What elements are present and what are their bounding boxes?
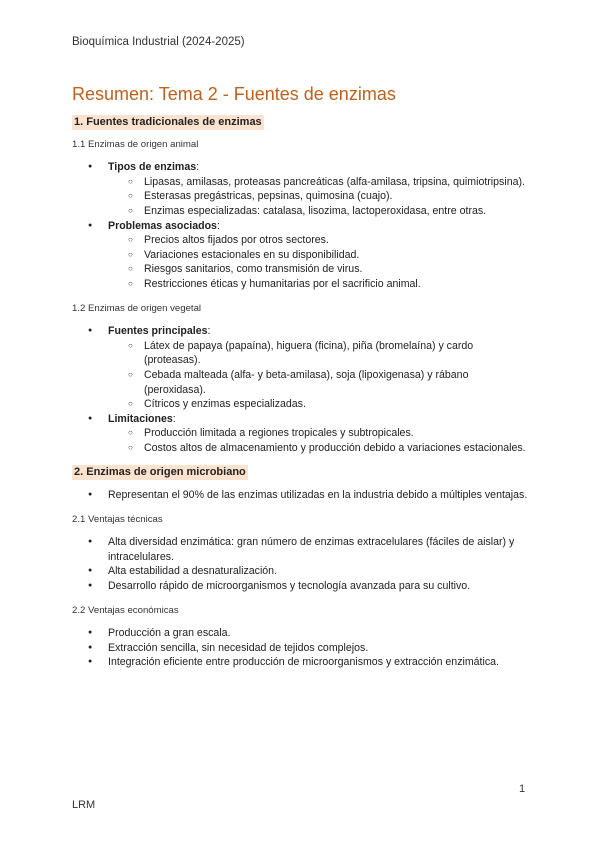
group-label: Fuentes principales xyxy=(108,325,208,338)
subsection-heading: 1.1 Enzimas de origen animal xyxy=(72,138,199,150)
list-item: ○ Cebada malteada (alfa- y beta-amilasa), soja (lipoxigenasa) y rábano (peroxidasa). xyxy=(72,368,532,397)
list-item: ○ Enzimas especializadas: catalasa, lisozima, lactoperoxidasa, entre otras. xyxy=(72,204,532,219)
list-item: ● Limitaciones: ○ Producción limitada a regiones tropicales y subtropicales. ○ Costos altos de almacenamiento y producción debido a variaciones estacionales. xyxy=(72,412,532,456)
page-footer: LRM xyxy=(72,799,96,811)
list-item: ● Extracción sencilla, sin necesidad de tejidos complejos. xyxy=(72,641,532,656)
list-item: ○ Esterasas pregástricas, pepsinas, quimosina (cuajo). xyxy=(72,189,532,204)
list-item: ● Desarrollo rápido de microorganismos y tecnología avanzada para su cultivo. xyxy=(72,579,532,594)
bullet-list xyxy=(72,324,532,455)
page-header: Bioquímica Industrial (2024-2025) xyxy=(72,36,245,48)
sub-bullet-list xyxy=(108,426,532,455)
list-item: ● Fuentes principales: ○ Látex de papaya (papaína), higuera (ficina), piña (bromelaína) y cardo (proteasas). ○ Cebada malteada (alfa- y beta-amilasa), soja (lipoxigenasa) y rábano (peroxidasa). ○ Cítricos y enzimas especializadas. xyxy=(72,324,532,412)
list-item: ○ Cítricos y enzimas especializadas. xyxy=(72,397,532,412)
bullet-list xyxy=(72,488,532,503)
list-item: ● Integración eficiente entre producción de microorganismos y extracción enzimática. xyxy=(72,655,532,670)
list-item: ● Problemas asociados: ○ Precios altos fijados por otros sectores. ○ Variaciones estacionales en su disponibilidad. ○ Riesgos sanitarios, como transmisión de virus. ○ Restricciones éticas y humanitarias por el sacrificio animal. xyxy=(72,219,532,292)
bullet-list xyxy=(72,535,532,593)
bullet-list xyxy=(72,160,532,291)
list-item: ○ Precios altos fijados por otros sectores. xyxy=(72,233,532,248)
subsection-heading: 1.2 Enzimas de origen vegetal xyxy=(72,302,202,314)
section-heading: 2. Enzimas de origen microbiano xyxy=(74,466,246,479)
section-heading: 1. Fuentes tradicionales de enzimas xyxy=(74,116,262,128)
group-label: Problemas asociados xyxy=(108,219,217,232)
subsection-heading: 2.1 Ventajas técnicas xyxy=(72,513,163,525)
group-label: Limitaciones xyxy=(108,412,173,425)
sub-bullet-list xyxy=(108,339,532,412)
list-item: ○ Restricciones éticas y humanitarias por el sacrificio animal. xyxy=(72,277,532,292)
document-title: Resumen: Tema 2 - Fuentes de enzimas xyxy=(72,84,396,104)
list-item: ● Producción a gran escala. xyxy=(72,626,532,641)
document-body xyxy=(72,115,532,670)
list-item: ○ Lipasas, amilasas, proteasas pancreáticas (alfa-amilasa, tripsina, quimiotripsina). xyxy=(72,175,532,190)
list-item: ○ Látex de papaya (papaína), higuera (ficina), piña (bromelaína) y cardo (proteasas). xyxy=(72,339,532,368)
sub-bullet-list xyxy=(108,233,532,291)
subsection-heading: 2.2 Ventajas económicas xyxy=(72,604,179,616)
group-label: Tipos de enzimas xyxy=(108,161,197,174)
sub-bullet-list xyxy=(108,175,532,219)
list-item: ● Representan el 90% de las enzimas utilizadas en la industria debido a múltiples ventajas. xyxy=(72,488,532,503)
list-item: ● Alta diversidad enzimática: gran número de enzimas extracelulares (fáciles de aislar) y intracelulares. xyxy=(72,535,532,564)
bullet-list xyxy=(72,626,532,670)
list-item: ○ Producción limitada a regiones tropicales y subtropicales. xyxy=(72,426,532,441)
page-number: 1 xyxy=(519,783,526,795)
list-item: ● Alta estabilidad a desnaturalización. xyxy=(72,564,532,579)
list-item: ○ Costos altos de almacenamiento y producción debido a variaciones estacionales. xyxy=(72,441,532,456)
list-item: ○ Riesgos sanitarios, como transmisión de virus. xyxy=(72,262,532,277)
list-item: ○ Variaciones estacionales en su disponibilidad. xyxy=(72,248,532,263)
list-item: ● Tipos de enzimas: ○ Lipasas, amilasas, proteasas pancreáticas (alfa-amilasa, tripsina, quimiotripsina). ○ Esterasas pregástricas, pepsinas, quimosina (cuajo). ○ Enzimas especializadas: catalasa, lisozima, lactoperoxidasa, entre otras. xyxy=(72,160,532,218)
